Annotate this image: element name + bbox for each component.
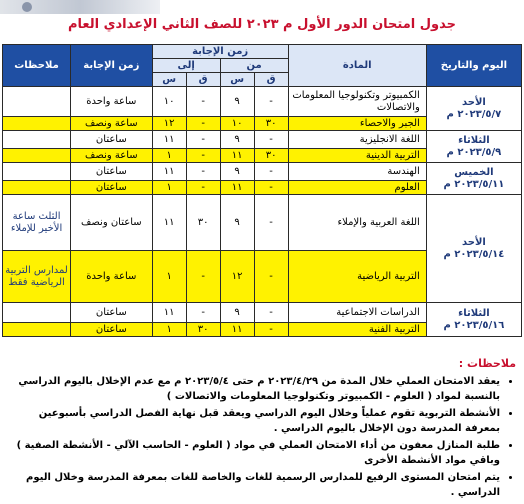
to-minutes-cell: - [186,303,220,323]
table-row [3,195,522,251]
subject-cell: التربية الفنية [288,323,426,337]
to-hour-cell: ١ [152,251,186,303]
header-from-q: ق [254,73,288,87]
from-minutes-cell: ٣٠ [254,149,288,163]
from-minutes-cell: - [254,323,288,337]
subject-cell: الدراسات الاجتماعية [288,303,426,323]
note-cell [3,181,71,195]
note-cell [3,163,71,181]
from-minutes-cell: - [254,251,288,303]
duration-cell: ساعة ونصف [71,149,153,163]
subject-cell: اللغة الانجليزية [288,131,426,149]
from-hour-cell: ٩ [220,303,254,323]
to-hour-cell: ١ [152,323,186,337]
header-logo-strip [0,0,160,14]
note-cell [3,149,71,163]
from-hour-cell: ١٠ [220,117,254,131]
header-to-q: ق [186,73,220,87]
exam-date: ٢٠٢٣/٥/٧ م [446,108,502,120]
to-minutes-cell: - [186,87,220,117]
from-minutes-cell: - [254,195,288,251]
header-to-s: س [152,73,186,87]
day-name: الثلاثاء [458,134,490,146]
subject-cell: العلوم [288,181,426,195]
to-minutes-cell: ٣٠ [186,195,220,251]
emblem-icon [22,2,32,12]
to-hour-cell: ١١ [152,195,186,251]
from-hour-cell: ٩ [220,163,254,181]
duration-cell: ساعتان [71,131,153,149]
day-name: الخميس [454,166,494,178]
day-date-cell [426,131,521,163]
header-duration: زمن الإجابة [71,45,153,87]
from-hour-cell: ١١ [220,149,254,163]
exam-date: ٢٠٢٣/٥/١٤ م [443,248,505,260]
header-subject: المادة [288,45,426,87]
note-item: • يعقد الامتحان العملي خلال المدة من ٢٠٢٣/٤/٢٩ م حتى ٢٠٢٣/٥/٤ م مع عدم الإخلال باليوم الدراسي بالنسبة لمواد ( العلوم - الكمبيوتر وتكنولوجيا المعلومات والاتصالات ) [8,374,500,404]
day-date-cell [426,163,521,195]
from-minutes-cell: - [254,303,288,323]
to-hour-cell: ١ [152,181,186,195]
note-cell [3,117,71,131]
note-item: • طلبة المنازل معفون من أداء الامتحان العملي في مواد ( العلوم - الحاسب الآلي - الأنشطة الصفية ) وباقي مواد الأنشطة الأخرى [8,438,500,468]
note-item: • يتم امتحان المستوى الرفيع للمدارس الرسمية للغات والخاصة للغات بمعرفة المدرسة وخلال اليوم الدراسي . [8,470,500,500]
duration-cell: ساعتان [71,181,153,195]
subject-cell: التربية الدينية [288,149,426,163]
to-minutes-cell: - [186,251,220,303]
from-hour-cell: ١٢ [220,251,254,303]
duration-cell: ساعتان ونصف [71,195,153,251]
to-minutes-cell: ٣٠ [186,323,220,337]
day-date-cell [426,87,521,131]
notes-list [8,374,514,502]
exam-date: ٢٠٢٣/٥/١١ م [443,178,505,190]
from-minutes-cell: ٣٠ [254,117,288,131]
day-date-cell [426,195,521,303]
duration-cell: ساعة واحدة [71,251,153,303]
exam-schedule-table [2,44,522,337]
to-hour-cell: ١ [152,149,186,163]
day-name: الثلاثاء [458,307,490,319]
subject-cell: الهندسة [288,163,426,181]
table-row [3,163,522,181]
to-hour-cell: ١١ [152,131,186,149]
from-minutes-cell: - [254,131,288,149]
duration-cell: ساعتان [71,163,153,181]
note-cell [3,87,71,117]
header-from: من [220,59,288,73]
duration-cell: ساعة ونصف [71,117,153,131]
to-minutes-cell: - [186,163,220,181]
table-row [3,131,522,149]
subject-cell: الكمبيوتر وتكنولوجيا المعلومات والاتصالات [288,87,426,117]
note-cell [3,303,71,323]
duration-cell: ساعتان [71,323,153,337]
duration-cell: ساعة واحدة [71,87,153,117]
from-minutes-cell: - [254,181,288,195]
to-hour-cell: ١١ [152,163,186,181]
header-from-s: س [220,73,254,87]
from-hour-cell: ١١ [220,181,254,195]
subject-cell: التربية الرياضية [288,251,426,303]
subject-cell: الجبر والاحصاء [288,117,426,131]
to-minutes-cell: - [186,131,220,149]
to-minutes-cell: - [186,117,220,131]
exam-date: ٢٠٢٣/٥/١٦ م [443,319,505,331]
note-cell [3,323,71,337]
day-date-cell [426,303,521,337]
header-day-date: اليوم والتاريخ [426,45,521,87]
note-item: • الأنشطة التربوية تقوم عملياً وخلال اليوم الدراسي ويعقد قبل نهاية الفصل الدراسي بأسبوعين بمعرفة المدرسة دون الإخلال باليوم الدراسي . [8,406,500,436]
to-hour-cell: ١١ [152,303,186,323]
from-minutes-cell: - [254,87,288,117]
page-title: جدول امتحان الدور الأول م ٢٠٢٣ للصف الثاني الإعدادي العام [67,17,456,32]
to-minutes-cell: - [186,181,220,195]
note-cell: لمدارس التربية الرياضية فقط [3,251,71,303]
from-hour-cell: ١١ [220,323,254,337]
day-name: الأحد [461,236,486,248]
to-hour-cell: ١٢ [152,117,186,131]
notes-title: ملاحظات : [458,357,516,370]
exam-date: ٢٠٢٣/٥/٩ م [446,146,502,158]
to-minutes-cell: - [186,149,220,163]
to-hour-cell: ١٠ [152,87,186,117]
from-hour-cell: ٩ [220,87,254,117]
from-minutes-cell: - [254,163,288,181]
from-hour-cell: ٩ [220,195,254,251]
duration-cell: ساعتان [71,303,153,323]
subject-cell: اللغة العربية والإملاء [288,195,426,251]
header-notes: ملاحظات [3,45,71,87]
header-answer-time-group: زمن الإجابة [152,45,288,59]
header-to: إلى [152,59,220,73]
table-row [3,87,522,117]
from-hour-cell: ٩ [220,131,254,149]
day-name: الأحد [461,96,486,108]
table-row [3,303,522,323]
note-cell: الثلث ساعة الأخير للإملاء [3,195,71,251]
note-cell [3,131,71,149]
